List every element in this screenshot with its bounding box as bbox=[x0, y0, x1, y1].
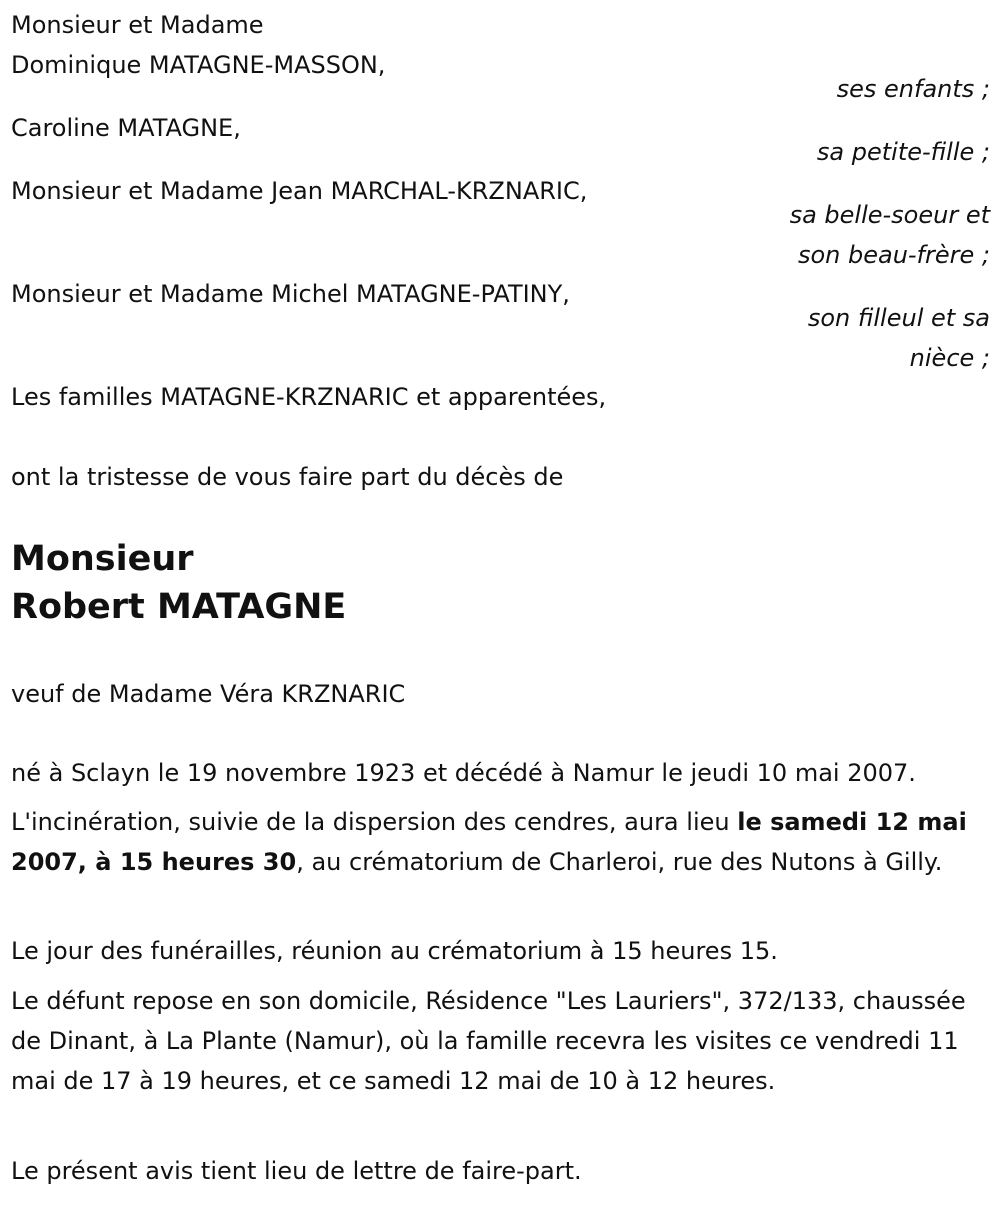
family-4-line-1: Monsieur et Madame Michel MATAGNE-PATINY, bbox=[11, 280, 570, 308]
birth-death-line: né à Sclayn le 19 novembre 1923 et décédé à Namur le jeudi 10 mai 2007. bbox=[11, 759, 916, 787]
family-1-line-1: Monsieur et Madame bbox=[11, 11, 264, 39]
ceremony-date: le samedi 12 mai 2007, à 15 heures 30 bbox=[11, 808, 967, 876]
family-4-role-2: nièce ; bbox=[909, 344, 990, 372]
family-3-role-2: son beau-frère ; bbox=[797, 241, 990, 269]
visits-paragraph: Le défunt repose en son domicile, Résidence "Les Lauriers", 372/133, chaussée de Dinant, à La Plante (Namur), où la famille recevra les visites ce vendredi 11 mai de 17 à 19 heures, et ce samedi 12 mai de 10 à 12 heures. bbox=[11, 987, 966, 1095]
families-line: Les familles MATAGNE-KRZNARIC et apparentées, bbox=[11, 383, 607, 411]
deceased-name-block bbox=[11, 535, 346, 631]
ceremony-paragraph bbox=[11, 802, 991, 882]
family-1-role: ses enfants ; bbox=[836, 75, 990, 103]
meeting-line: Le jour des funérailles, réunion au crématorium à 15 heures 15. bbox=[11, 937, 778, 965]
closing-line: Le présent avis tient lieu de lettre de faire-part. bbox=[11, 1157, 582, 1185]
announcement: ont la tristesse de vous faire part du décès de bbox=[11, 463, 564, 491]
family-2-role: sa petite-fille ; bbox=[816, 138, 990, 166]
deceased-title: Monsieur bbox=[11, 539, 194, 579]
family-1-line-2: Dominique MATAGNE-MASSON, bbox=[11, 51, 386, 79]
ceremony-after: , au crématorium de Charleroi, rue des Nutons à Gilly. bbox=[296, 848, 943, 876]
deceased-name: Robert MATAGNE bbox=[11, 587, 347, 627]
ceremony-before: L'incinération, suivie de la dispersion des cendres, aura lieu bbox=[11, 808, 738, 836]
family-3-line-1: Monsieur et Madame Jean MARCHAL-KRZNARIC, bbox=[11, 177, 588, 205]
family-4-role-1: son filleul et sa bbox=[807, 304, 990, 332]
family-2-line-1: Caroline MATAGNE, bbox=[11, 114, 241, 142]
widow-line: veuf de Madame Véra KRZNARIC bbox=[11, 680, 406, 708]
family-3-role-1: sa belle-soeur et bbox=[789, 201, 990, 229]
